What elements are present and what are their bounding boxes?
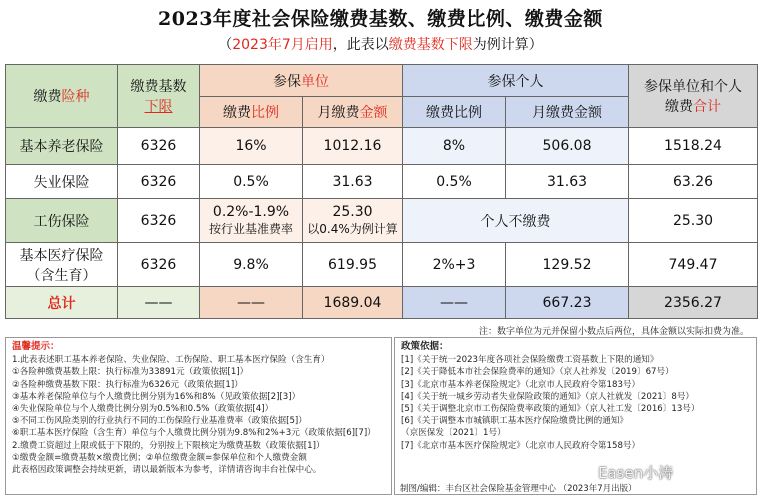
policy-line: [3]《北京市基本养老保险规定》（北京市人民政府令第183号）: [401, 379, 641, 390]
tip-line: ③基本养老保险单位与个人缴费比例分别为16%和8%（见政策依据[2][3]）: [12, 391, 301, 402]
row-ind-rate: 2%+3: [403, 243, 506, 287]
header-base: 缴费基数 下限: [118, 65, 200, 128]
row-name: 工伤保险: [6, 199, 118, 243]
row-total: 63.26: [629, 165, 758, 199]
table-row: [6, 165, 758, 199]
tip-line: ②各险种缴费基数下限：执行标准为6326元（政策依据[1]）: [12, 379, 243, 390]
header-unit: 参保单位: [200, 65, 403, 97]
row-name: 基本医疗保险 （含生育）: [6, 243, 118, 287]
header-individual: 参保个人: [403, 65, 629, 97]
header-ind-amount: 月缴费金额: [506, 97, 629, 128]
tip-line: ⑤不同工伤风险类别的行业执行不同的工伤保险行业基准费率（政策依据[5]）: [12, 416, 307, 427]
header-ind-rate: 缴费比例: [403, 97, 506, 128]
total-ind-amount: 667.23: [506, 287, 629, 319]
row-unit-rate: 16%: [200, 128, 303, 165]
subtitle-basis: 缴费基数下限: [388, 37, 473, 53]
row-total: 25.30: [629, 199, 758, 243]
total-row: [6, 287, 758, 319]
policy-heading: 政策依据：: [401, 341, 449, 352]
tip-line: ①缴费金额=缴费基数×缴费比例；②单位缴费金额=参保单位和个人缴费金额: [12, 452, 307, 463]
total-label: 总计: [6, 287, 118, 319]
row-ind-rate: 8%: [403, 128, 506, 165]
subtitle: [0, 34, 761, 54]
row-ind-none: 个人不缴费: [403, 199, 629, 243]
tip-line: ④失业保险单位与个人缴费比例分别为0.5%和0.5%（政策依据[4]）: [12, 404, 274, 415]
policy-line: （京医保发〔2021〕1号）: [401, 428, 506, 439]
policy-line: [7]《北京市基本医疗保险规定》（北京市人民政府令第158号）: [401, 440, 641, 451]
subtitle-open: （: [218, 37, 233, 53]
total-ind-rate: ——: [403, 287, 506, 319]
table-row: [6, 128, 758, 165]
row-unit-amount: 31.63: [303, 165, 403, 199]
tip-line: ①各险种缴费基数上限：执行标准为33891元（政策依据[1]）: [12, 367, 249, 378]
tip-line: 1.此表表述职工基本养老保险、失业保险、工伤保险、职工基本医疗保险（含生育）: [12, 355, 330, 366]
row-name: 失业保险: [6, 165, 118, 199]
table-note: 注：数字单位为元并保留小数点后两位，具体金额以实际扣费为准。: [478, 327, 749, 337]
table-row: [6, 243, 758, 287]
policy-box: [394, 337, 757, 495]
total-unit-amount: 1689.04: [303, 287, 403, 319]
table-row: [6, 199, 758, 243]
policy-line: [1]《关于统一2023年度各项社会保险缴费工资基数上下限的通知》: [401, 355, 659, 366]
row-total: 1518.24: [629, 128, 758, 165]
policy-line: [2]《关于降低本市社会保险费率的通知》（京人社养发〔2019〕67号）: [401, 367, 674, 378]
row-base: 6326: [118, 128, 200, 165]
tips-heading: 温馨提示：: [12, 341, 60, 352]
row-base: 6326: [118, 165, 200, 199]
header-unit-amount: 月缴费金额: [303, 97, 403, 128]
row-unit-amount: 1012.16: [303, 128, 403, 165]
tip-line: ⑥职工基本医疗保险（含生育）单位与个人缴费比例分别为9.8%和2%+3元（政策依据[6][7]）: [12, 428, 376, 439]
row-name: 基本养老保险: [6, 128, 118, 165]
header-total: 参保单位和个人 缴费合计: [629, 65, 758, 128]
tips-box: [5, 337, 392, 495]
row-unit-amount: 619.95: [303, 243, 403, 287]
row-unit-amount: 25.30 以0.4%为例计算: [303, 199, 403, 243]
row-unit-rate: 0.5%: [200, 165, 303, 199]
total-unit-rate: ——: [200, 287, 303, 319]
policy-line: [6]《关于调整本市城镇职工基本医疗保险缴费比例的通知》: [401, 416, 629, 427]
row-ind-amount: 129.52: [506, 243, 629, 287]
tip-line: 2.缴费工资超过上限或低于下限的，分别按上下限核定为缴费基数（政策依据[1]）: [12, 440, 325, 451]
tip-line: 此表格因政策调整会持续更新，请以最新版本为参考，详情请咨询丰台社保中心。: [12, 465, 322, 476]
contribution-table: [5, 64, 758, 319]
row-total: 749.47: [629, 243, 758, 287]
row-unit-rate: 0.2%-1.9% 按行业基准费率: [200, 199, 303, 243]
row-ind-rate: 0.5%: [403, 165, 506, 199]
row-base: 6326: [118, 199, 200, 243]
total-base: ——: [118, 287, 200, 319]
footer-credit: 制图/编辑：丰台区社会保险基金管理中心 （2023年7月出版）: [400, 484, 637, 494]
policy-line: [4]《关于统一城乡劳动者失业保险政策的通知》（京人社就发〔2021〕8号）: [401, 391, 695, 402]
subtitle-mid: ，此表以: [332, 37, 389, 53]
row-ind-amount: 506.08: [506, 128, 629, 165]
policy-line: [5]《关于调整北京市工伤保险费率政策的通知》（京人社工发〔2016〕13号）: [401, 404, 700, 415]
total-sum: 2356.27: [629, 287, 758, 319]
header-insurance-type: 缴费险种: [6, 65, 118, 128]
header-unit-rate: 缴费比例: [200, 97, 303, 128]
row-base: 6326: [118, 243, 200, 287]
row-unit-rate: 9.8%: [200, 243, 303, 287]
subtitle-tail: 为例计算）: [472, 37, 543, 53]
page-title: 2023年度社会保险缴费基数、缴费比例、缴费金额: [158, 8, 603, 30]
watermark: Easen小涛: [598, 464, 674, 482]
subtitle-date: 2023年7月启用: [232, 37, 333, 53]
row-ind-amount: 31.63: [506, 165, 629, 199]
